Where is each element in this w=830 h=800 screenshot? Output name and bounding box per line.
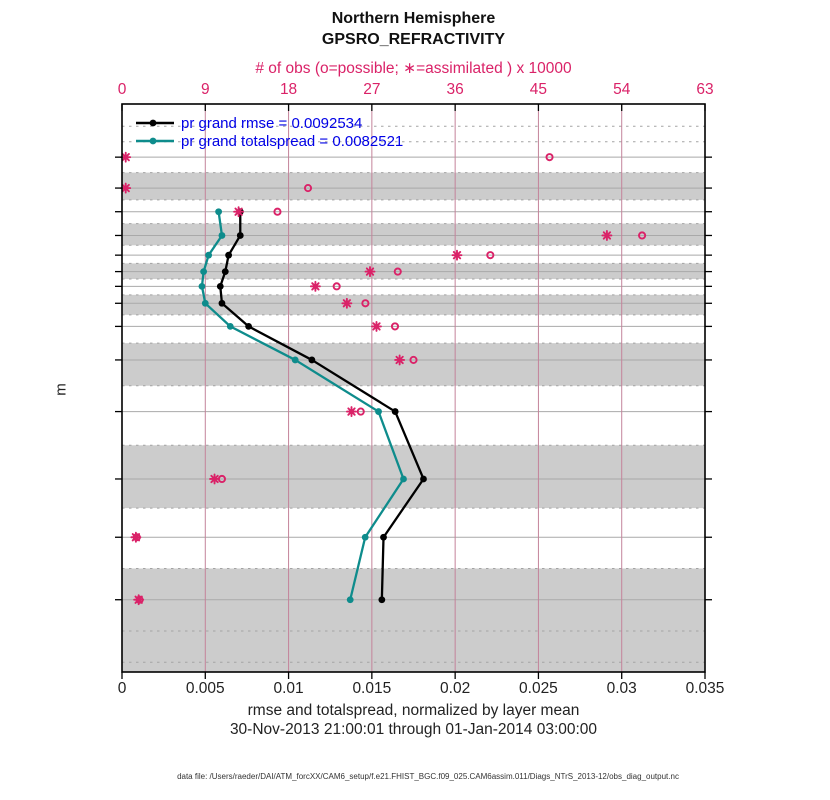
top-tick-label: 0 <box>117 81 127 98</box>
legend-line-swatch <box>136 136 174 146</box>
assimilated-obs-marker <box>395 355 404 364</box>
bottom-axis-label: rmse and totalspread, normalized by layer mean <box>247 702 580 719</box>
series-point <box>222 268 229 275</box>
assimilated-obs-marker <box>234 207 243 216</box>
top-tick-label: 9 <box>200 81 210 98</box>
series-point <box>215 208 222 215</box>
series-point <box>219 300 226 307</box>
series-point <box>202 300 209 307</box>
layer-band <box>122 343 705 386</box>
top-axis-label: # of obs (o=possible; ∗=assimilated ) x 10000 <box>255 60 572 77</box>
bottom-tick-label: 0.025 <box>519 680 558 697</box>
assimilated-obs-marker <box>366 267 375 276</box>
assimilated-obs-marker <box>372 322 381 331</box>
date-range-label: 30-Nov-2013 21:00:01 through 01-Jan-2014 03:00:00 <box>229 721 598 738</box>
series-point <box>375 408 382 415</box>
series-point <box>205 252 212 259</box>
data-file-path: data file: /Users/raeder/DAI/ATM_forcXX/CAM6_setup/f.e21.FHIST_BGC.f09_025.CAM6assim.011/Diags_NTrS_2013-12/obs_diag_output.nc <box>177 772 679 781</box>
series-point <box>225 252 232 259</box>
series-point <box>237 232 244 239</box>
series-point <box>308 357 315 364</box>
series-point <box>400 476 407 483</box>
layer-bands <box>122 173 705 672</box>
layer-band <box>122 173 705 200</box>
assimilated-obs-marker <box>342 299 351 308</box>
series-point <box>292 357 299 364</box>
top-tick-label: 63 <box>696 81 714 98</box>
top-tick-label: 45 <box>529 81 548 98</box>
series-point <box>219 232 226 239</box>
legend-label: pr grand rmse = 0.0092534 <box>181 114 363 132</box>
chart-subtitle: GPSRO_REFRACTIVITY <box>321 31 506 48</box>
series-point <box>347 596 354 603</box>
layer-band <box>122 295 705 315</box>
chart-title: Northern Hemisphere <box>331 10 496 27</box>
legend-entry <box>136 114 403 132</box>
series-point <box>199 283 206 290</box>
bottom-tick-label: 0.01 <box>273 680 304 697</box>
legend-label: pr grand totalspread = 0.0082521 <box>181 132 404 150</box>
left-axis-label: m <box>52 383 70 396</box>
top-tick-label: 54 <box>613 81 631 98</box>
series-point <box>217 283 224 290</box>
series-point <box>362 534 369 541</box>
bottom-tick-label: 0.015 <box>352 680 392 697</box>
top-tick-label: 36 <box>446 81 464 98</box>
series-point <box>227 323 234 330</box>
series-point <box>380 534 387 541</box>
series-point <box>378 596 385 603</box>
bottom-tick-label: 0.005 <box>185 680 225 697</box>
bottom-tick-label: 0.02 <box>440 680 471 697</box>
legend-line-swatch <box>136 118 174 128</box>
assimilated-obs-marker <box>210 474 219 483</box>
bottom-tick-label: 0.03 <box>606 680 637 697</box>
series-point <box>420 476 427 483</box>
series-point <box>245 323 252 330</box>
assimilated-obs-marker <box>602 231 611 240</box>
assimilated-obs-marker <box>452 251 461 260</box>
bottom-tick-label: 0 <box>117 680 127 697</box>
top-tick-label: 27 <box>363 81 381 98</box>
layer-band <box>122 224 705 246</box>
assimilated-obs-marker <box>311 282 320 291</box>
top-tick-label: 18 <box>279 81 298 98</box>
bottom-tick-label: 0.035 <box>685 680 725 697</box>
series-point <box>392 408 399 415</box>
legend-entry <box>136 132 403 150</box>
legend <box>136 114 403 150</box>
assimilated-obs-marker <box>347 407 356 416</box>
layer-band <box>122 568 705 672</box>
series-point <box>200 268 207 275</box>
